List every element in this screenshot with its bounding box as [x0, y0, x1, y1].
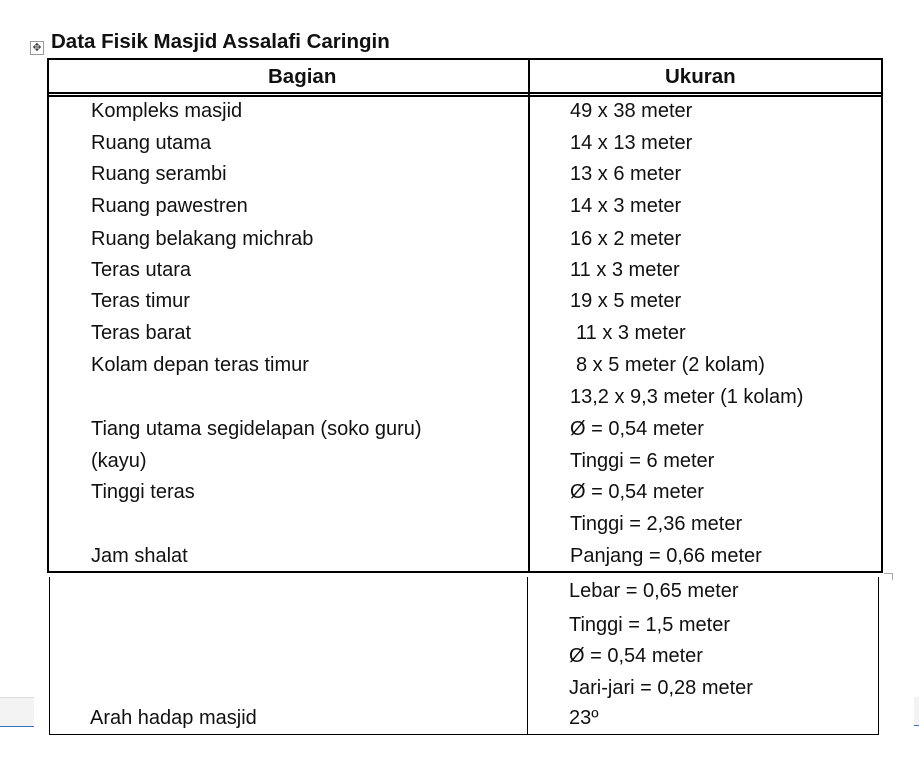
cell-size: Ø = 0,54 meter [569, 645, 703, 667]
cell-size: 49 x 38 meter [570, 100, 693, 122]
cell-size: Tinggi = 6 meter [570, 450, 715, 472]
header-bagian: Bagian [268, 65, 337, 88]
cell-part: Kompleks masjid [91, 100, 243, 122]
cell-part: Ruang serambi [91, 163, 227, 185]
cell-part: Tiang utama segidelapan (soko guru) [91, 418, 422, 440]
document-title: Data Fisik Masjid Assalafi Caringin [51, 30, 390, 53]
cell-size: 8 x 5 meter (2 kolam) [576, 354, 765, 376]
cell-part: Ruang utama [91, 132, 212, 154]
cell-part: Teras barat [91, 322, 192, 344]
cell-size: 14 x 3 meter [570, 195, 682, 217]
cell-size: 13,2 x 9,3 meter (1 kolam) [570, 386, 804, 408]
header-ukuran: Ukuran [665, 65, 736, 88]
cell-part: Teras utara [91, 259, 192, 281]
cell-size: 13 x 6 meter [570, 163, 682, 185]
cell-part: Teras timur [91, 290, 190, 312]
cell-part: Jam shalat [91, 545, 188, 567]
cell-part: Tinggi teras [91, 481, 195, 503]
move-icon[interactable]: ✥ [30, 41, 44, 55]
cell-part: Ruang belakang michrab [91, 228, 314, 250]
cell-size: 19 x 5 meter [570, 290, 682, 312]
cell-size: 23º [569, 707, 599, 729]
cell-size: 14 x 13 meter [570, 132, 693, 154]
cell-size: Lebar = 0,65 meter [569, 580, 739, 602]
cell-part: Ruang pawestren [91, 195, 248, 217]
cell-size: 11 x 3 meter [570, 259, 680, 281]
cell-size: Ø = 0,54 meter [570, 481, 704, 503]
cell-size: Tinggi = 1,5 meter [569, 614, 731, 636]
cell-part: (kayu) [91, 450, 147, 472]
cell-size: Panjang = 0,66 meter [570, 545, 762, 567]
cell-size: 16 x 2 meter [570, 228, 682, 250]
cell-size: Tinggi = 2,36 meter [570, 513, 743, 535]
cell-size: Ø = 0,54 meter [570, 418, 704, 440]
cell-part: Arah hadap masjid [90, 707, 257, 729]
cell-part: Kolam depan teras timur [91, 354, 309, 376]
cell-size: Jari-jari = 0,28 meter [569, 677, 753, 699]
cell-size: 11 x 3 meter [576, 322, 686, 344]
